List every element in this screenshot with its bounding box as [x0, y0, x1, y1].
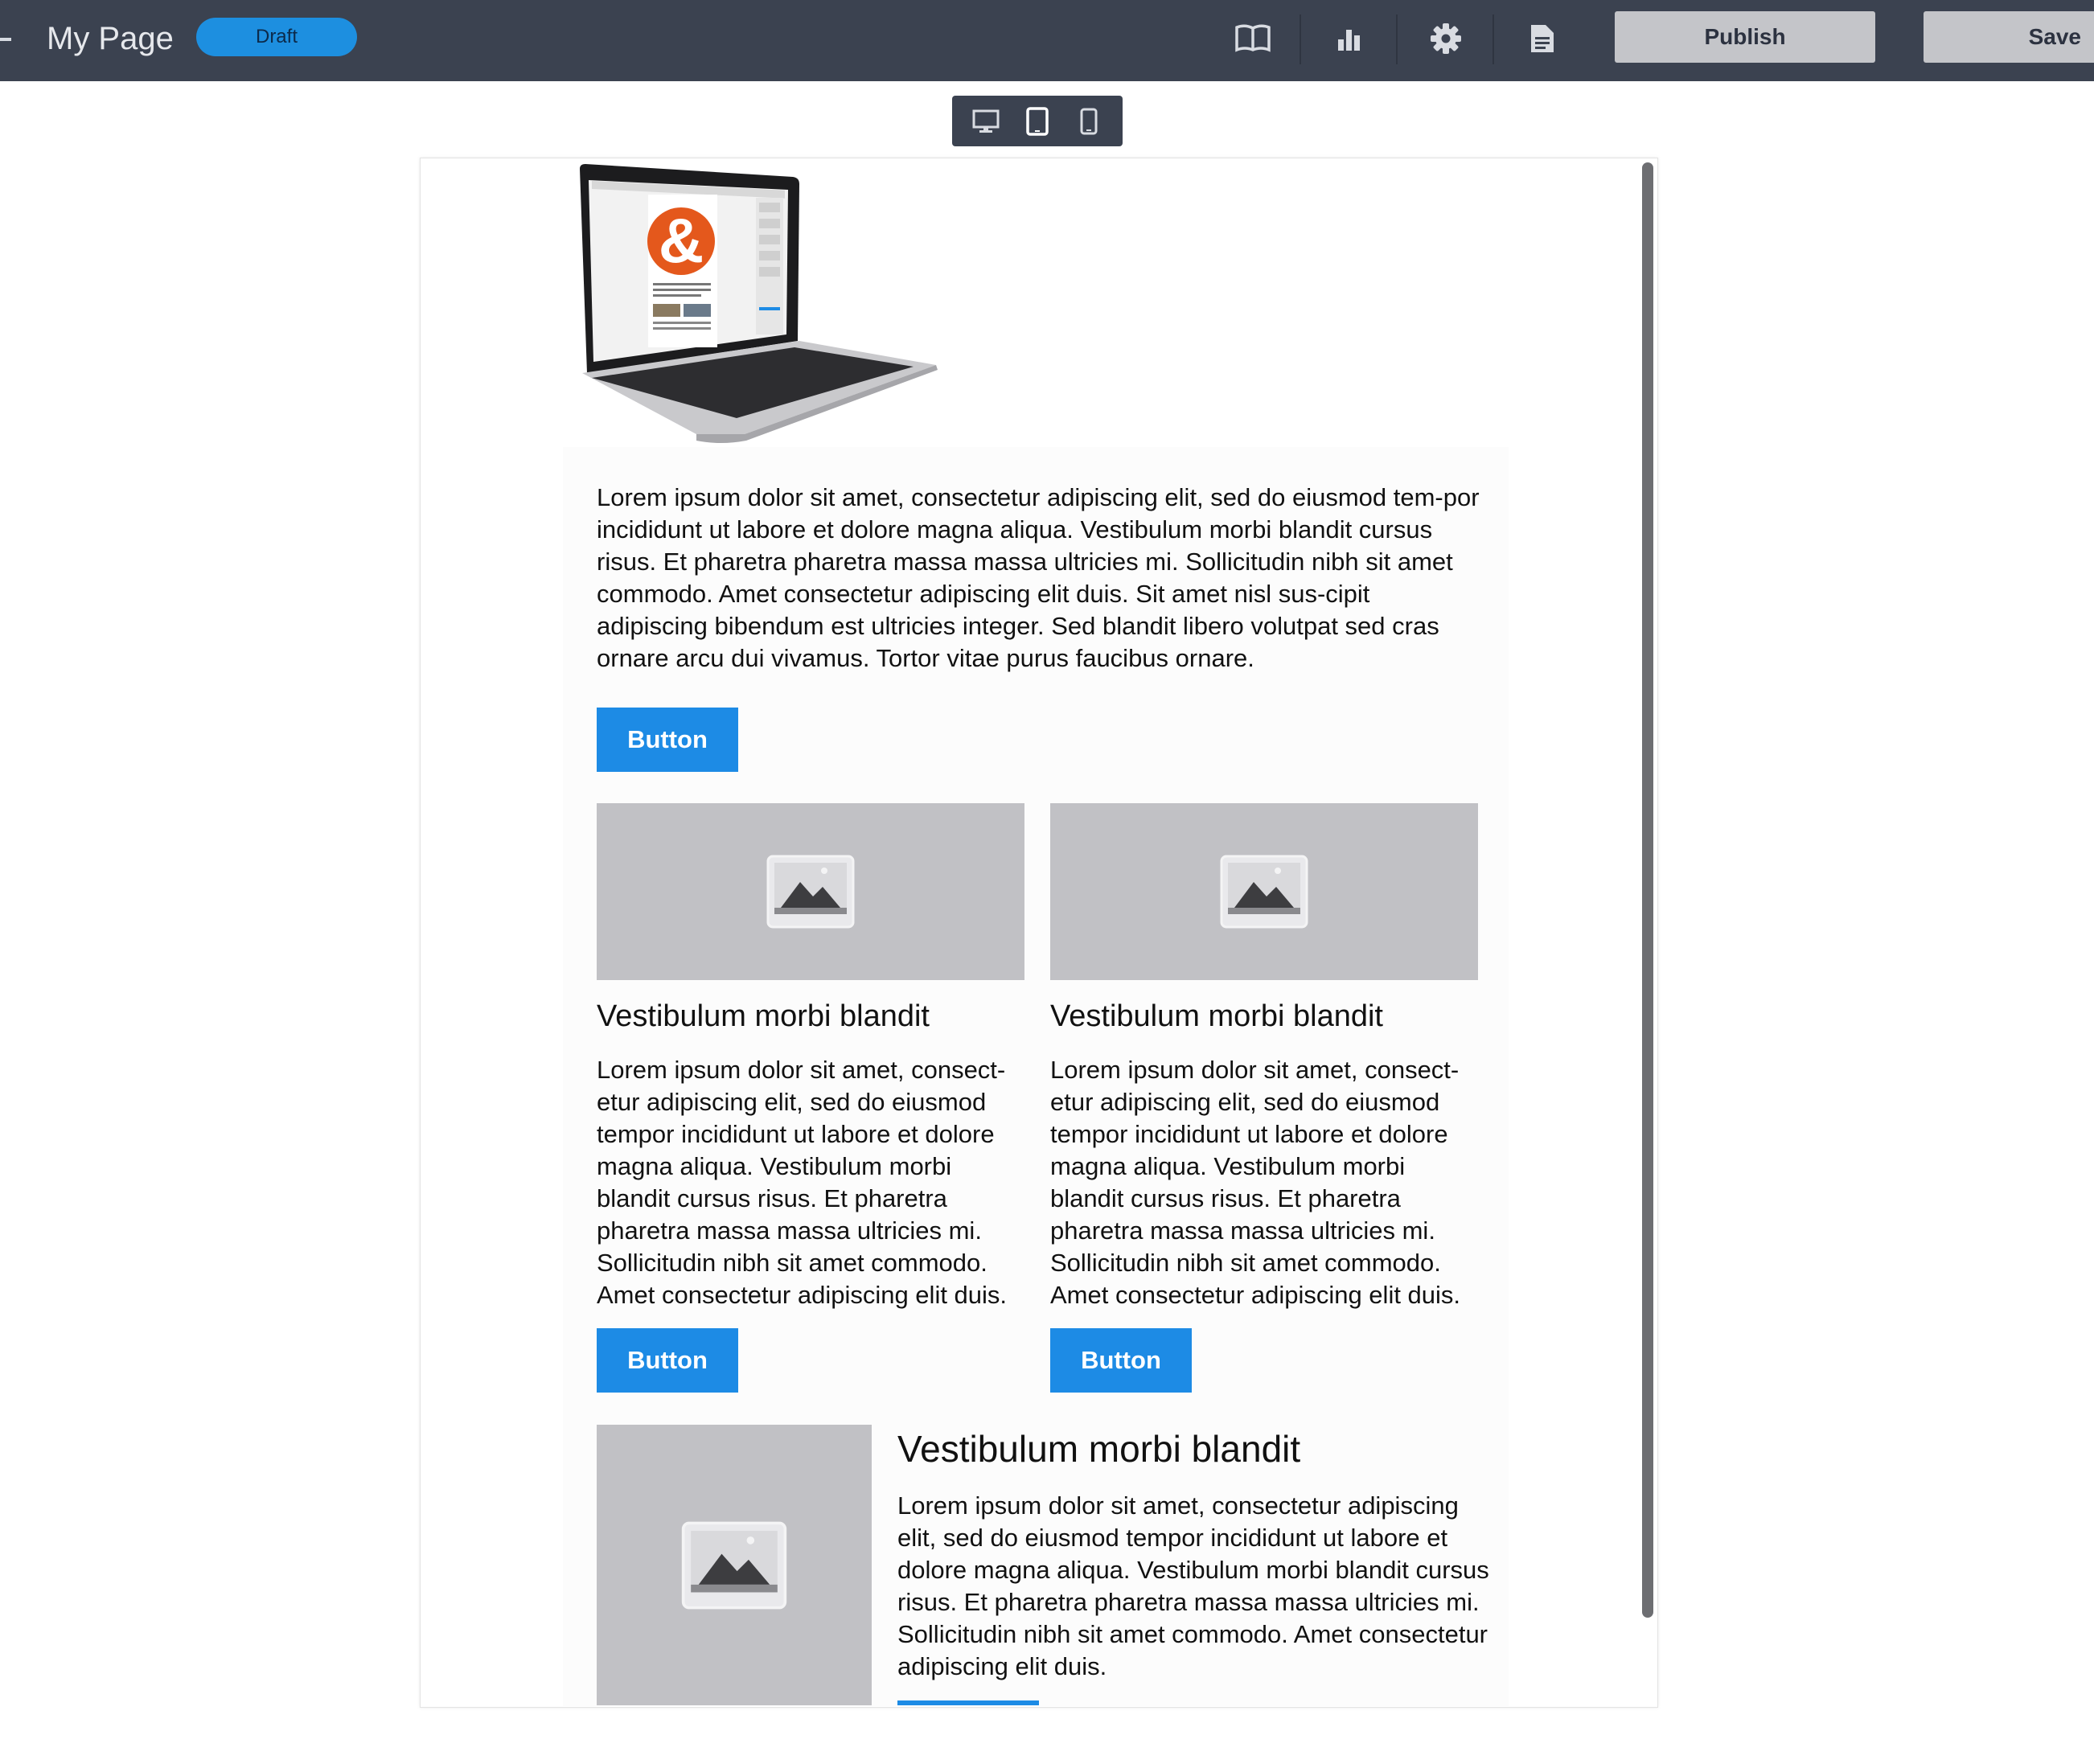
- image-icon: [766, 855, 855, 929]
- image-icon: [1220, 855, 1308, 929]
- hero-paragraph: Lorem ipsum dolor sit amet, consectetur adipiscing elit, sed do eiusmod tem-por incididunt ut labore et dolore magna aliqua. Vestibulum morbi blandit cursus risus. Et pharetra pharetra massa massa ultricies mi. Sollicitudin nibh sit amet commodo. Amet consectetur adipiscing elit duis. Sit amet nisl sus-cipit adipiscing bibendum est ultricies integer. Sed blandit libero volutpat sed cras ornare arcu dui vivamus. Tortor vitae purus faucibus ornare.: [597, 483, 1480, 672]
- card-text: Lorem ipsum dolor sit amet, consect-etur adipiscing elit, sed do eiusmod tempor incididunt ut labore et dolore magna aliqua. Vestibulum morbi blandit cursus risus. Et pharetra pharetra massa massa ultricies mi. Sollicitudin nibh sit amet commodo. Amet consectetur adipiscing elit duis.: [1050, 1056, 1461, 1309]
- book-icon[interactable]: [1232, 18, 1274, 59]
- card-title: Vestibulum morbi blandit: [1050, 999, 1383, 1033]
- toolbar-divider: [1300, 14, 1301, 64]
- top-bar: [0, 0, 2094, 81]
- chart-icon[interactable]: [1328, 18, 1370, 59]
- svg-text:&: &: [658, 205, 704, 276]
- mobile-icon[interactable]: [1069, 101, 1109, 142]
- canvas-scrollbar[interactable]: [1642, 162, 1653, 1618]
- save-button[interactable]: Save: [1924, 11, 2094, 63]
- feature-title: Vestibulum morbi blandit: [897, 1428, 1301, 1470]
- tablet-icon[interactable]: [1017, 101, 1057, 142]
- feature-text: Lorem ipsum dolor sit amet, consectetur adipiscing elit, sed do eiusmod tempor incididunt ut labore et dolore magna aliqua. Vestibulum morbi blandit cursus risus. Et pharetra pharetra massa massa ultricies mi. Sollicitudin nibh sit amet commodo. Amet consectetur adipiscing elit duis.: [897, 1491, 1489, 1680]
- feature-image-placeholder[interactable]: [597, 1425, 872, 1705]
- device-switcher: [952, 96, 1123, 146]
- card-title: Vestibulum morbi blandit: [597, 999, 930, 1033]
- publish-button[interactable]: Publish: [1615, 11, 1875, 63]
- desktop-icon[interactable]: [966, 101, 1006, 142]
- back-icon[interactable]: [0, 38, 11, 41]
- card-button[interactable]: Button: [1050, 1328, 1192, 1393]
- hero-button[interactable]: Button: [597, 708, 738, 772]
- page-title[interactable]: My Page: [47, 21, 174, 56]
- image-icon: [680, 1521, 788, 1610]
- card-image-placeholder[interactable]: [597, 803, 1024, 980]
- gear-icon[interactable]: [1425, 18, 1467, 59]
- document-icon[interactable]: [1521, 18, 1563, 59]
- toolbar-divider: [1492, 14, 1494, 64]
- card-text: Lorem ipsum dolor sit amet, consect-etur adipiscing elit, sed do eiusmod tempor incididunt ut labore et dolore magna aliqua. Vestibulum morbi blandit cursus risus. Et pharetra pharetra massa massa ultricies mi. Sollicitudin nibh sit amet commodo. Amet consectetur adipiscing elit duis.: [597, 1056, 1008, 1309]
- feature-button[interactable]: [897, 1700, 1039, 1705]
- card-button[interactable]: Button: [597, 1328, 738, 1393]
- card-image-placeholder[interactable]: [1050, 803, 1478, 980]
- status-badge[interactable]: Draft: [196, 18, 357, 56]
- toolbar-divider: [1396, 14, 1398, 64]
- laptop-image[interactable]: [576, 162, 946, 452]
